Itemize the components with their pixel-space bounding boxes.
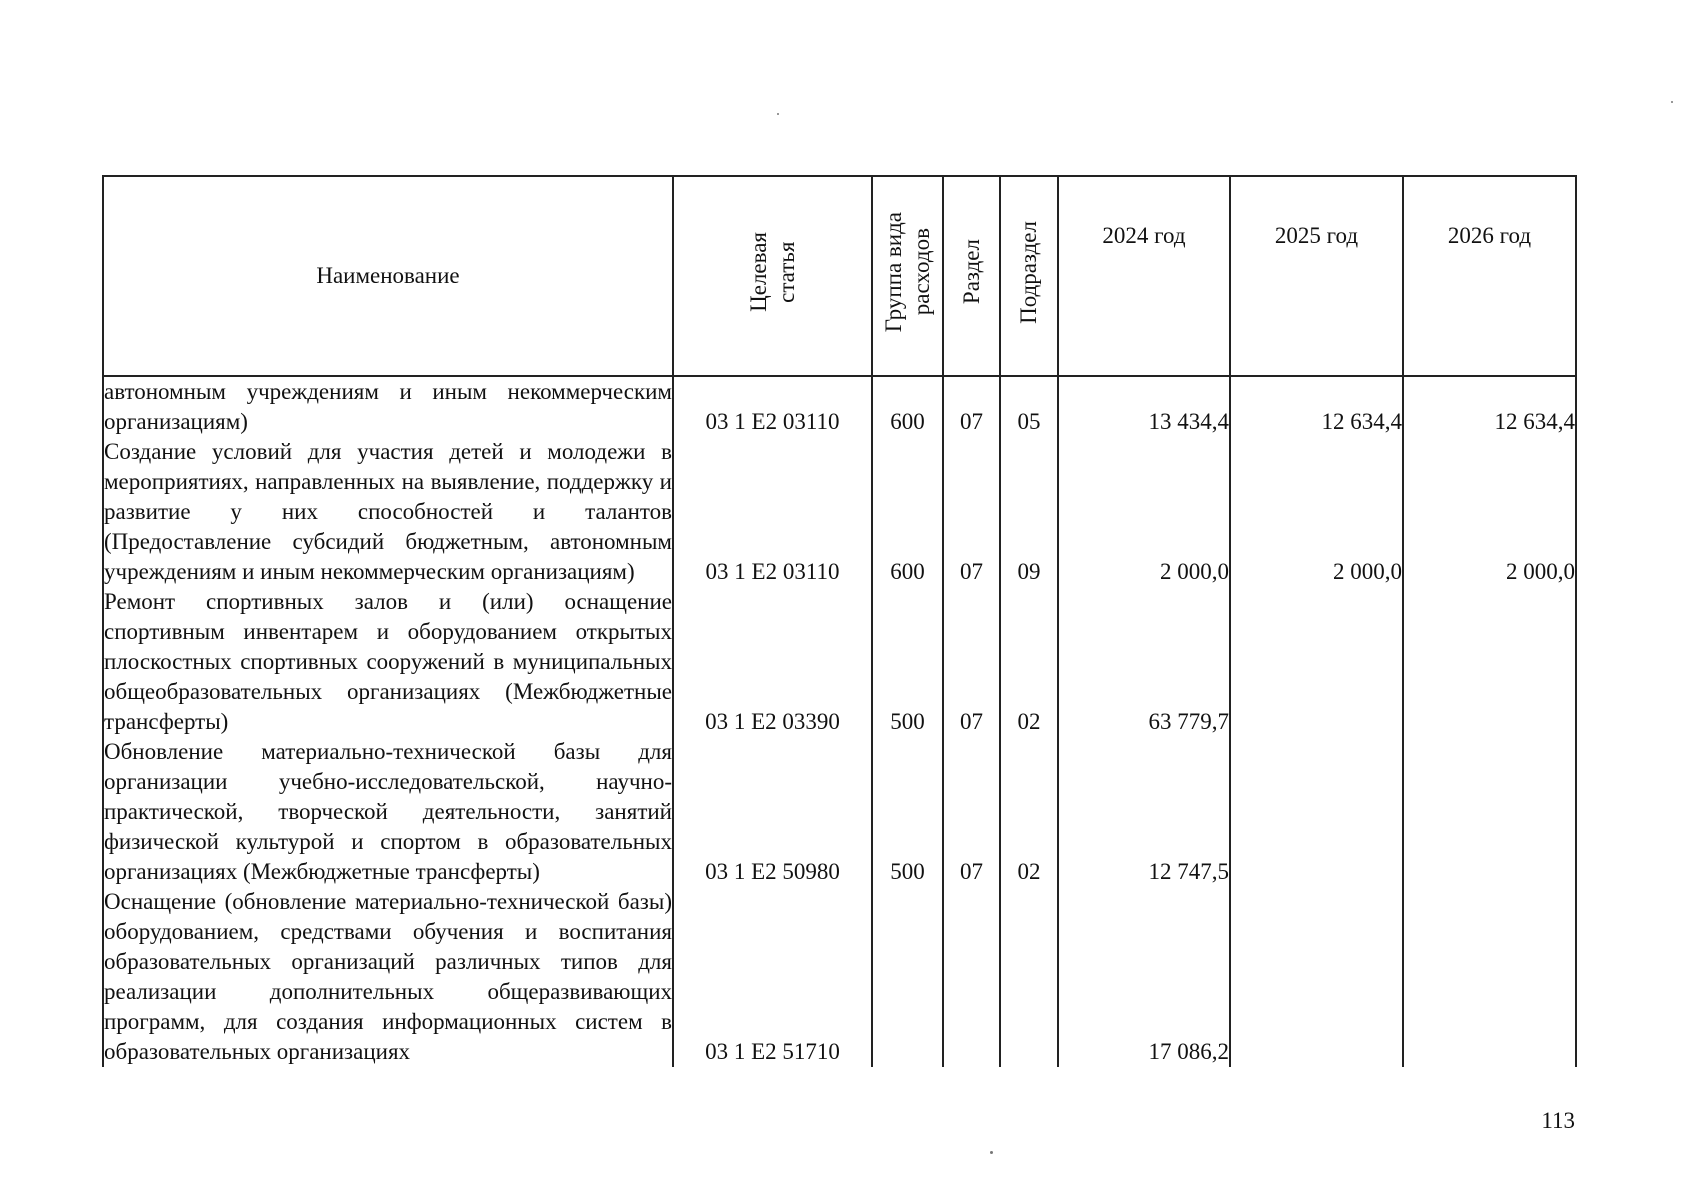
row-2024: 13 434,4 <box>1058 376 1230 437</box>
header-2024: 2024 год <box>1058 176 1230 376</box>
row-2026 <box>1403 887 1576 1067</box>
table-header <box>103 176 1576 376</box>
row-2025 <box>1230 737 1403 887</box>
table-row <box>103 737 1576 887</box>
header-expense-group: Группа вида расходов <box>872 176 943 376</box>
row-2025 <box>1230 887 1403 1067</box>
row-subsection <box>1000 887 1058 1067</box>
table-row <box>103 587 1576 737</box>
row-2024: 17 086,2 <box>1058 887 1230 1067</box>
row-group: 500 <box>872 587 943 737</box>
row-2026 <box>1403 587 1576 737</box>
header-name: Наименование <box>103 176 673 376</box>
row-subsection: 09 <box>1000 437 1058 587</box>
row-subsection: 05 <box>1000 376 1058 437</box>
row-group: 500 <box>872 737 943 887</box>
scan-speck <box>1671 101 1673 103</box>
row-subsection: 02 <box>1000 587 1058 737</box>
row-2024: 63 779,7 <box>1058 587 1230 737</box>
row-subsection: 02 <box>1000 737 1058 887</box>
header-2025: 2025 год <box>1230 176 1403 376</box>
row-name: Оснащение (обновление материально-технической базы) оборудованием, средствами обучения и воспитания образовательных организаций различных типов для реализации дополнительных общеразвивающих программ, для создания информационных систем в образовательных организациях <box>103 887 673 1067</box>
scan-speck <box>990 1151 993 1154</box>
row-2025: 2 000,0 <box>1230 437 1403 587</box>
row-2025 <box>1230 587 1403 737</box>
row-2026: 2 000,0 <box>1403 437 1576 587</box>
row-target: 03 1 E2 03390 <box>673 587 872 737</box>
row-target: 03 1 E2 03110 <box>673 437 872 587</box>
table-row <box>103 437 1576 587</box>
row-2024: 2 000,0 <box>1058 437 1230 587</box>
row-2024: 12 747,5 <box>1058 737 1230 887</box>
row-target: 03 1 E2 03110 <box>673 376 872 437</box>
header-2026: 2026 год <box>1403 176 1576 376</box>
row-section: 07 <box>943 737 1000 887</box>
row-section: 07 <box>943 437 1000 587</box>
row-group: 600 <box>872 437 943 587</box>
header-section: Раздел <box>943 176 1000 376</box>
row-2026 <box>1403 737 1576 887</box>
header-target: Целевая статья <box>673 176 872 376</box>
table-row <box>103 887 1576 1067</box>
page-number: 113 <box>1541 1108 1575 1133</box>
table-row <box>103 376 1576 437</box>
row-group: 600 <box>872 376 943 437</box>
row-2026: 12 634,4 <box>1403 376 1576 437</box>
scan-speck <box>777 113 779 115</box>
row-name: Создание условий для участия детей и молодежи в мероприятиях, направленных на выявление, поддержку и развитие у них способностей и талантов (Предоставление субсидий бюджетным, автономным учреждениям и иным некоммерческим организациям) <box>103 437 673 587</box>
row-target: 03 1 E2 50980 <box>673 737 872 887</box>
row-section: 07 <box>943 376 1000 437</box>
row-section: 07 <box>943 587 1000 737</box>
budget-table <box>102 175 1577 1067</box>
row-group <box>872 887 943 1067</box>
row-2025: 12 634,4 <box>1230 376 1403 437</box>
row-target: 03 1 E2 51710 <box>673 887 872 1067</box>
table-body <box>103 376 1576 1067</box>
row-name: Ремонт спортивных залов и (или) оснащение спортивным инвентарем и оборудованием открытых плоскостных спортивных сооружений в муниципальных общеобразовательных организациях (Межбюджетные трансферты) <box>103 587 673 737</box>
row-name: автономным учреждениям и иным некоммерческим организациям) <box>103 376 673 437</box>
header-subsection: Подраздел <box>1000 176 1058 376</box>
row-section <box>943 887 1000 1067</box>
row-name: Обновление материально-технической базы для организации учебно-исследовательской, научно-практической, творческой деятельности, занятий физической культурой и спортом в образовательных организациях (Межбюджетные трансферты) <box>103 737 673 887</box>
